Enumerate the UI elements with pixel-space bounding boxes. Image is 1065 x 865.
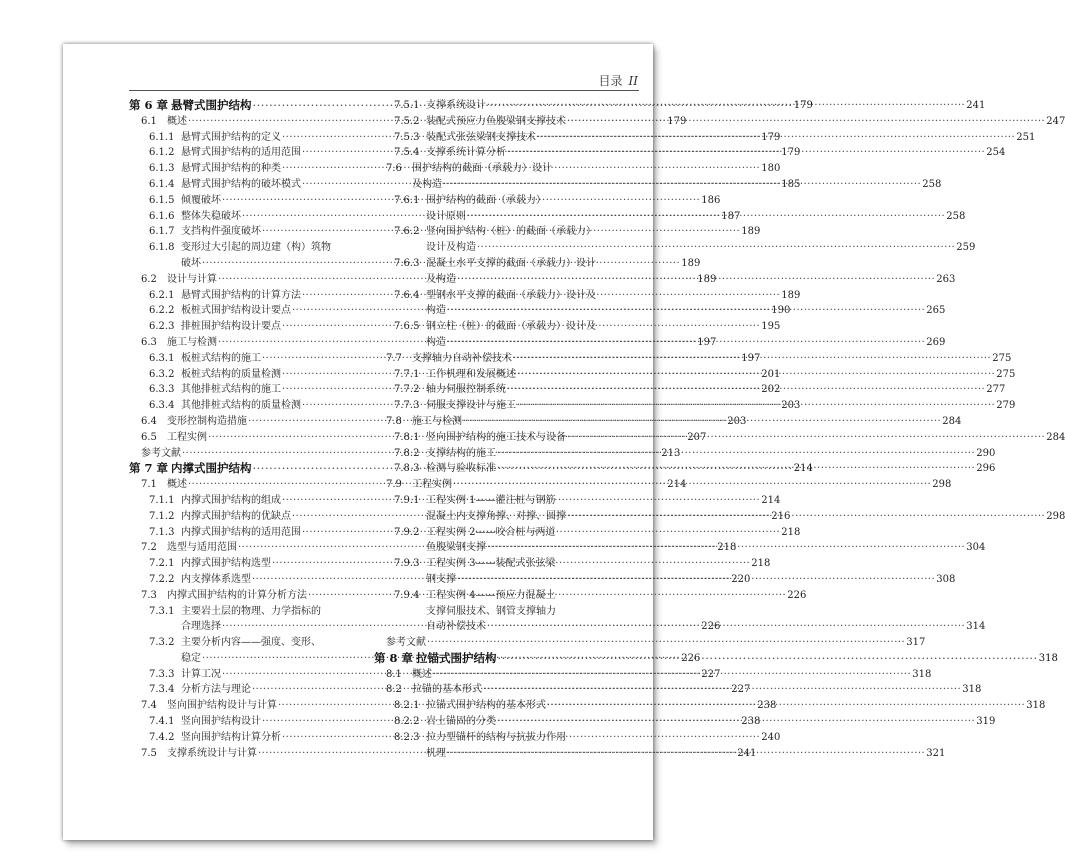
toc-page-number: 238 [741,716,761,728]
toc-number: 8.2.2 [394,716,420,728]
toc-page-number: 189 [681,257,701,269]
toc-page-number: 318 [1038,652,1058,664]
toc-page-number: 179 [761,131,781,143]
header-page-number: II [628,74,638,88]
toc-number: 6.1.5 [149,194,175,206]
toc-page-number: 214 [667,479,687,491]
toc-title: 排桩围护结构设计要点 [181,321,281,333]
toc-number: 7.3.1 [149,605,175,617]
toc-number: 6.5 [141,431,157,443]
toc-page-number: 241 [966,100,986,111]
toc-title: 轴力伺服控制系统 [426,384,506,396]
toc-number: 7.7.3 [394,400,420,412]
toc-leader-dots [497,714,975,730]
toc-title: 支挡构件强度破坏 [181,226,261,238]
toc-page-number: 214 [793,463,813,475]
toc-number: 7.9.2 [394,526,420,538]
toc-number: 7.5 [141,747,157,759]
toc-page-number: 265 [926,305,946,317]
toc-title: 内撑式围护结构的计算分析方法 [167,589,307,601]
toc-number: 6.2.3 [149,321,175,333]
toc-title: 工程实例 [167,431,207,443]
toc-title: 悬臂式围护结构的定义 [181,131,281,143]
toc-title: 支撑系统计算分析 [426,147,506,159]
toc-title: 装配式张弦梁钢支撑技术 [426,131,536,143]
toc-number: 7.3.3 [149,668,175,680]
toc-page-number: 213 [661,447,681,459]
toc-title: 板桩式结构的质量检测 [181,368,281,380]
toc-title: 悬臂式围护结构的种类 [181,163,281,175]
toc-title: 工程实例 [412,479,452,491]
toc-page-number: 318 [912,668,932,680]
toc-number: 7.5.4 [394,147,420,159]
toc-title: 破坏 [181,257,201,269]
toc-page-number: 279 [996,400,1016,412]
toc-title: 整体失稳破坏 [181,210,241,222]
toc-title: 鱼腹梁钢支撑 [426,542,486,554]
toc-leader-dots [497,446,975,462]
toc-page-number: 185 [781,178,801,190]
toc-title: 施工与检测 [412,415,462,427]
toc-page-number: 214 [761,494,781,506]
toc-number: 6.1.6 [149,210,175,222]
toc-number: 6.1.4 [149,178,175,190]
toc-title: 工程实例 2——咬合桩与两道 [426,526,556,538]
toc-title: 其他排桩式结构的质量检测 [181,400,301,412]
toc-title: 及构造 [426,273,456,285]
toc-number: 7.2.2 [149,573,175,585]
toc-number: 7.5.1 [394,100,420,111]
toc-leader-dots [487,98,965,114]
toc-title: 变形过大引起的周边建（构）筑物 [181,242,331,254]
toc-title: 竖向围护结构设计与计算 [167,700,277,712]
toc-page-number: 254 [986,147,1006,159]
toc-title: 参考文献 [386,637,426,649]
toc-page-number: 296 [976,463,996,475]
toc-leader-dots [567,430,1045,446]
toc-page-number: 197 [741,352,761,364]
toc-title: 内撑式围护结构 [171,461,252,476]
toc-leader-dots [467,209,945,225]
toc-title: 围护结构的截面（承载力） [426,194,546,206]
toc-leader-dots [433,667,911,683]
toc-subsection-entry [374,288,613,304]
toc-number: 7.4.2 [149,731,175,743]
toc-number: 6.1 [141,115,157,127]
toc-number: 7.3 [141,589,157,601]
toc-number: 7.6.2 [394,226,420,238]
toc-subsection-entry [374,224,613,240]
toc-number: 7.1.3 [149,526,175,538]
toc-subsection-entry [374,525,613,541]
toc-leader-dots [457,572,935,588]
toc-number: 7.6 [386,163,402,175]
toc-page-number: 275 [996,368,1016,380]
toc-title: 支撑结构的施工 [426,447,496,459]
toc-title: 稳定 [181,652,201,664]
toc-number: 6.1.3 [149,163,175,175]
toc-subsection-entry [374,319,613,335]
toc-number: 7.9.3 [394,558,420,570]
toc-page-number: 216 [771,510,791,522]
toc-leader-dots [487,619,965,635]
toc-page-number: 247 [1046,115,1065,127]
toc-leader-dots [517,398,995,414]
toc-number: 7.6.5 [394,321,420,333]
toc-section-entry [374,161,613,177]
toc-title: 装配式预应力鱼腹梁钢支撑技术 [426,115,566,127]
toc-leader-dots [567,509,1045,525]
running-header [533,72,638,89]
toc-title: 工程实例 4——预应力混凝土 [426,589,556,601]
toc-number: 8.1 [386,668,402,680]
toc-title: 检测与验收标准 [426,463,496,475]
toc-page-number: 277 [986,384,1006,396]
toc-number: 8.2.1 [394,700,420,712]
toc-page-number: 298 [1046,510,1065,522]
toc-leader-dots [517,367,995,383]
toc-page-number: 226 [681,652,701,664]
toc-page-number: 318 [1026,700,1046,712]
toc-leader-dots [487,540,965,556]
toc-leader-dots [447,335,925,351]
toc-page-number: 258 [922,178,942,190]
toc-number: 7.5.2 [394,115,420,127]
toc-number: 6.2 [141,273,157,285]
toc-title: 支撑系统设计与计算 [167,747,257,759]
toc-continuation-wrap [374,240,976,256]
toc-title: 概述 [167,479,187,491]
toc-title: 倾覆破坏 [181,194,221,206]
toc-leader-dots [498,651,1038,667]
toc-number: 6.1.2 [149,147,175,159]
toc-page-number: 190 [771,305,791,317]
toc-page-number: 319 [976,716,996,728]
toc-title: 悬臂式围护结构的适用范围 [181,147,301,159]
toc-title: 混凝土内支撑角撑、对撑、圆撑 [426,510,566,522]
toc-number: 第 6 章 [129,98,169,112]
toc-subsection-entry [374,588,613,604]
toc-number: 7.6.1 [394,194,420,206]
toc-leader-dots [507,382,985,398]
toc-title: 竖向围护结构设计 [181,716,261,728]
toc-title: 竖向围护结构（桩）的截面（承载力） [426,226,596,238]
toc-number: 第 7 章 [129,461,169,476]
toc-page-number: 251 [1016,131,1036,143]
toc-number: 6.4 [141,415,157,427]
toc-number: 7.4 [141,700,157,712]
toc-page-number: 317 [906,637,926,649]
toc-page-number: 207 [687,431,707,443]
toc-page-number: 179 [667,115,687,127]
toc-references-entry [374,635,926,651]
toc-subsection-entry [374,193,613,209]
toc-page-number: 304 [966,542,986,554]
toc-leader-dots [507,145,985,161]
toc-title: 支撑轴力自动补偿技术 [412,352,512,364]
toc-page-number: 189 [741,226,761,238]
toc-title: 概述 [412,668,432,680]
toc-title: 施工与检测 [167,336,217,348]
toc-number: 6.1.7 [149,226,175,238]
toc-number: 6.1.8 [149,242,175,254]
toc-number: 7.7.2 [394,384,420,396]
toc-page-number: 220 [731,573,751,585]
toc-leader-dots [477,240,955,256]
toc-page-number: 218 [751,558,771,570]
toc-title: 拉力型锚杆的结构与抗拔力作用 [426,731,566,743]
toc-entry-continuation [374,604,613,620]
toc-title: 主要分析内容——强度、变形、 [181,637,321,649]
toc-leader-dots [453,477,931,493]
toc-page-number: 241 [737,747,757,759]
toc-title: 竖向围护结构计算分析 [181,731,281,743]
toc-number: 7.7 [386,352,402,364]
toc-page-number: 275 [992,352,1012,364]
toc-page-number: 203 [727,415,747,427]
toc-page-number: 259 [956,242,976,254]
toc-title: 内撑式围护结构选型 [181,558,271,570]
toc-subsection-entry [374,730,613,746]
toc-title: 及构造 [412,178,442,190]
toc-page-number: 227 [731,684,751,696]
toc-title: 板桩式围护结构设计要点 [181,305,291,317]
toc-page-number: 269 [926,336,946,348]
toc-title: 分析方法与理论 [181,684,251,696]
toc-page-number: 179 [781,147,801,159]
toc-title: 选型与适用范围 [167,542,237,554]
toc-title: 构造 [426,336,446,348]
toc-leader-dots [463,414,941,430]
toc-title: 竖向围护结构的施工技术与设备 [426,431,566,443]
toc-title: 其他排桩式结构的施工 [181,384,281,396]
toc-title: 设计及构造 [426,242,476,254]
toc-number: 7.9 [386,479,402,491]
toc-number: 7.7.1 [394,368,420,380]
toc-number: 7.5.3 [394,131,420,143]
toc-page-number: 218 [781,526,801,538]
toc-number: 7.4.1 [149,716,175,728]
toc-title: 板桩式结构的施工 [181,352,261,364]
toc-title: 拉锚的基本形式 [412,684,482,696]
toc-subsection-entry [374,256,613,272]
toc-number: 7.3.4 [149,684,175,696]
toc-number: 6.3.4 [149,400,175,412]
toc-page-number: 284 [942,415,962,427]
toc-number: 第 8 章 [374,650,414,665]
toc-page-number: 189 [697,273,717,285]
toc-title: 设计原则 [426,210,466,222]
toc-page-number: 218 [717,542,737,554]
toc-leader-dots [547,698,1025,714]
toc-number: 7.9.1 [394,494,420,506]
toc-page-number: 298 [932,479,952,491]
toc-leader-dots [447,746,925,762]
toc-title: 悬臂式围护结构的计算方法 [181,289,301,301]
header-rule [129,90,639,91]
toc-number: 7.2 [141,542,157,554]
toc-title: 悬臂式围护结构的破坏模式 [181,178,301,190]
toc-title: 自动补偿技术 [426,621,486,633]
toc-number: 7.1.2 [149,510,175,522]
toc-number: 7.2.1 [149,558,175,570]
toc-page-number: 258 [946,210,966,222]
toc-leader-dots [427,635,905,651]
toc-title: 混凝土水平支撑的截面（承载力）设计 [426,257,596,269]
toc-page-number: 201 [761,368,781,380]
toc-leader-dots [443,177,921,193]
toc-title: 内撑式围护结构的适用范围 [181,526,301,538]
toc-number: 7.8.1 [394,431,420,443]
toc-title: 悬臂式围护结构 [171,98,252,112]
toc-page-number: 197 [697,336,717,348]
toc-leader-dots [497,461,975,477]
toc-title: 工程实例 3——装配式张弦梁 [426,558,556,570]
book-page [63,44,1065,840]
toc-number: 6.3.3 [149,384,175,396]
toc-subsection-entry [129,604,354,620]
toc-page-number: 240 [761,731,781,743]
toc-title: 伺服支撑设计与施工 [426,400,516,412]
toc-number: 7.8 [386,415,402,427]
toc-title: 拉锚式围护结构 [416,650,497,665]
toc-subsection-entry [374,556,613,572]
toc-title: 内支撑体系选型 [181,573,251,585]
toc-continuation-wrap [374,604,613,620]
toc-title: 拉锚式围护结构的基本形式 [426,700,546,712]
toc-number: 7.3.2 [149,637,175,649]
toc-title: 主要岩土层的物理、力学指标的 [181,605,321,617]
toc-title: 参考文献 [141,447,181,459]
toc-page-number: 263 [936,273,956,285]
toc-number: 7.1 [141,479,157,491]
toc-title: 围护结构的截面（承载力）设计 [412,163,552,175]
toc-number: 7.6.4 [394,289,420,301]
toc-page-number: 226 [701,621,721,633]
toc-title: 岩土锚固的分类 [426,716,496,728]
toc-page-number: 290 [976,447,996,459]
toc-page-number: 238 [757,700,777,712]
toc-title: 工作机理和发展概述 [426,368,516,380]
toc-number: 8.2.3 [394,731,420,743]
toc-number: 7.9.4 [394,589,420,601]
toc-page-number: 187 [721,210,741,222]
toc-title: 钢立柱（桩）的截面（承载力）设计及 [426,321,596,333]
toc-page-number: 226 [787,589,807,601]
toc-title: 支撑系统设计 [426,100,486,111]
toc-number: 6.3.2 [149,368,175,380]
toc-title: 机理 [426,747,446,759]
toc-leader-dots [447,303,925,319]
toc-title: 设计与计算 [167,273,217,285]
toc-title: 型钢水平支撑的截面（承载力）设计及 [426,289,596,301]
toc-title: 构造 [426,305,446,317]
toc-subsection-entry [129,635,354,651]
toc-page-number: 180 [761,163,781,175]
toc-entry-continuation [374,240,976,256]
toc-number: 7.1.1 [149,494,175,506]
toc-page-number: 227 [701,668,721,680]
toc-number: 7.8.3 [394,463,420,475]
toc-title: 合理选择 [181,621,221,633]
toc-title: 工程实例 1——灌注桩与钢筋 [426,494,556,506]
toc-page-number: 321 [926,747,946,759]
toc-leader-dots [537,130,1015,146]
toc-page-number: 314 [966,621,986,633]
toc-title: 内撑式围护结构的优缺点 [181,510,291,522]
toc-page-number: 189 [781,289,801,301]
toc-number: 6.3 [141,336,157,348]
toc-subsection-entry [129,240,354,256]
toc-page-number: 202 [761,384,781,396]
toc-leader-dots [513,351,991,367]
toc-number: 6.3.1 [149,352,175,364]
toc-leader-dots [567,114,1045,130]
toc-page-number: 179 [793,100,813,111]
toc-page-number: 318 [962,684,982,696]
toc-title: 支撑伺服技术、钢管支撑轴力 [426,605,556,617]
toc-page-number: 284 [1046,431,1065,443]
toc-title: 变形控制构造措施 [167,415,247,427]
toc-title: 概述 [167,115,187,127]
toc-number: 6.2.1 [149,289,175,301]
toc-number: 7.6.3 [394,257,420,269]
toc-subsection-entry [374,493,613,509]
toc-leader-dots [483,682,961,698]
toc-title: 计算工况 [181,668,221,680]
toc-number: 6.2.2 [149,305,175,317]
toc-number: 7.8.2 [394,447,420,459]
toc-page-number: 308 [936,573,956,585]
header-label: 目录 [598,74,623,88]
toc-title: 钢支撑 [426,573,456,585]
toc-page-number: 203 [781,400,801,412]
toc-leader-dots [457,272,935,288]
toc-page-number: 186 [701,194,721,206]
toc-number: 6.1.1 [149,131,175,143]
toc-number: 8.2 [386,684,402,696]
toc-title: 内撑式围护结构的组成 [181,494,281,506]
toc-page-number: 195 [761,321,781,333]
